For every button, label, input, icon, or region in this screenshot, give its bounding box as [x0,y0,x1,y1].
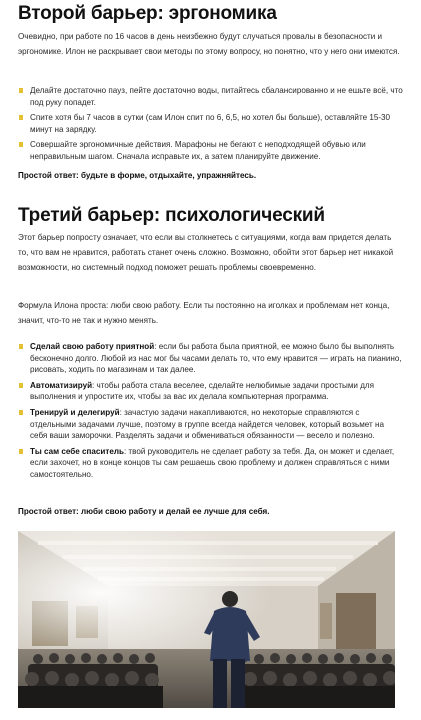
list-item: Совершайте эргономичные действия. Марафоны не бегают с неподходящей обувью или неправильным шагом. Сначала исправьте их, а затем планируйте движение. [18,139,403,162]
list-item: Ты сам себе спаситель: твой руководитель не сделает работу за тебя. Да, он может и сделает, если захочет, но в конце концов ты сам решаешь свою проблему и должен справляться с ними самостоятельно. [18,446,403,481]
bullet-marker [19,344,23,349]
psychology-list [18,341,403,485]
list-item: Тренируй и делегируй: зачастую задачи накапливаются, но некоторые справляются с отдельными задачами лучше, поэтому в группе всегда найдется человек, который возьмет на себя ваши заморочки. Разделять задачи и обмениваться обязанности — весело и полезно. [18,407,403,442]
formula-paragraph: Формула Илона проста: люби свою работу. Если ты постоянно на иголках и проблемам нет конца, значит, что-то не так и нужно менять. [18,301,390,325]
list-item: Автоматизируй: чтобы работа стала веселее, сделайте нелюбимые задачи простыми для выполнения и упростите их, чтобы за вас их делала компьютерная программа. [18,380,403,403]
bullet-marker [19,88,23,93]
simple-answer-ergonomics: Простой ответ: будьте в форме, отдыхайте, упражняйтесь. [18,171,257,180]
list-item: Сделай свою работу приятной: если бы работа была приятной, ее можно было бы выполнять бесконечно долго. Любой из нас мог бы часами делать то, что ему нравится — играть на пианино, рисовать, ходить по магазинам и так далее. [18,341,403,376]
bullet-marker [19,383,23,388]
section-title-psychology: Третий барьер: психологический [18,205,325,226]
bullet-marker [19,449,23,454]
conference-photo [18,531,395,708]
bullet-marker [19,142,23,147]
conference-photo-illustration [18,531,395,708]
bullet-marker [19,115,23,120]
list-item: Спите хотя бы 7 часов в сутки (сам Илон спит по 6, 6,5, но хотел бы больше), оставляйте 15-30 минут на зарядку. [18,112,403,135]
list-item: Делайте достаточно пауз, пейте достаточно воды, питайтесь сбалансированно и не ешьте всё, что под руку попадет. [18,85,403,108]
simple-answer-psychology: Простой ответ: люби свою работу и делай ее лучше для себя. [18,507,270,516]
ergonomics-list [18,85,403,167]
section-intro-psychology: Этот барьер попросту означает, что если вы столкнетесь с ситуациями, когда вам придется делать то, что вам не нравится, работать станет очень сложно. Возможно, обойти этот барьер нет никакой возможности, но системный подход поможет решать проблемы своевременно. [18,233,394,272]
section-intro-ergonomics: Очевидно, при работе по 16 часов в день неизбежно будут случаться провалы в безопасности и эргономике. Илон не раскрывает свои методы по этому вопросу, но понятно, что у него они имеются. [18,32,400,56]
section-title-ergonomics: Второй барьер: эргономика [18,3,277,24]
bullet-marker [19,410,23,415]
